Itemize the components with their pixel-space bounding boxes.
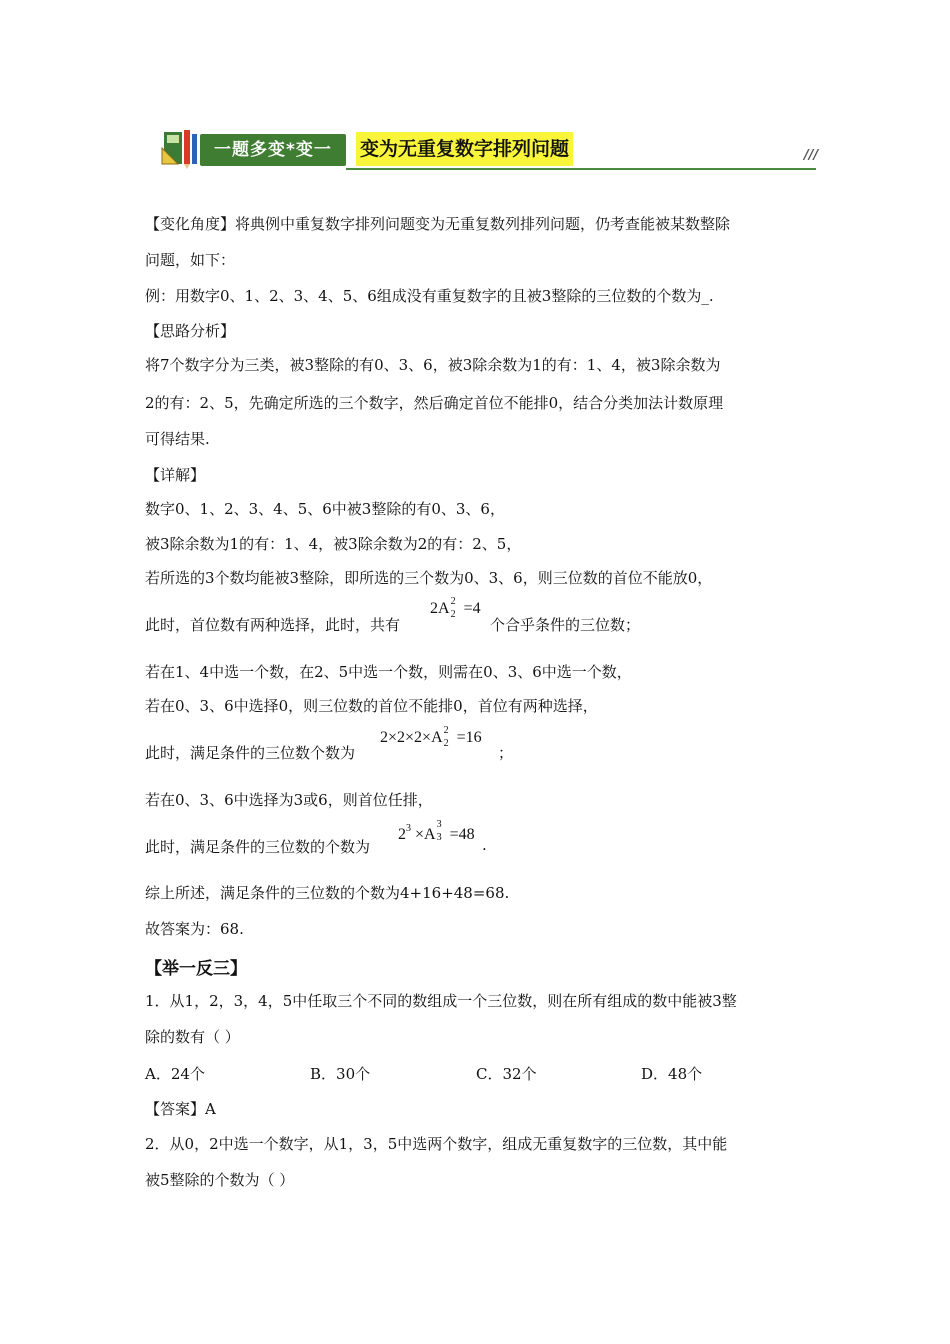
text-line: 若所选的3个数均能被3整除，即所选的三个数为0、3、6，则三位数的首位不能放0， [145, 569, 713, 587]
banner-title: 变为无重复数字排列问题 [356, 132, 573, 166]
example-question: 例：用数字0、1、2、3、4、5、6组成没有重复数字的且被3整除的三位数的个数为_. [145, 287, 714, 305]
question-2-cont: 被5整除的个数为（ ） [145, 1171, 295, 1189]
text-line: 若在0、3、6中选择0，则三位数的首位不能排0，首位有两种选择， [145, 697, 598, 715]
text-line: 此时，首位数有两种选择，此时，共有 [145, 616, 401, 634]
banner-tag [200, 134, 346, 166]
text-line: ； [498, 744, 514, 762]
text-line: 问题，如下： [145, 251, 236, 269]
text-line: 2的有：2、5，先确定所选的三个数字，然后确定首位不能排0，结合分类加法计数原理 [145, 394, 724, 412]
ruler-pencil-icon [160, 126, 200, 170]
answer-line: 故答案为：68. [145, 920, 244, 938]
question-2: 2．从0，2中选一个数字，从1，3，5中选两个数字，组成无重复数字的三位数，其中能 [145, 1135, 728, 1153]
answer-1: 【答案】A [145, 1100, 216, 1118]
text-line: . [482, 836, 487, 854]
banner-tag-label: 一题多变*变一 [214, 140, 332, 160]
option-a: A．24个 [145, 1065, 205, 1083]
formula-2^3xA33: $2^3 \times A$ 3 3 =48 [398, 819, 475, 843]
text-line: 可得结果. [145, 430, 210, 448]
text-line: 被3除余数为1的有：1、4，被3除余数为2的有：2、5， [145, 535, 522, 553]
option-d: D．48个 [641, 1065, 703, 1083]
text-line: 个合乎条件的三位数； [490, 616, 641, 634]
question-1-cont: 除的数有（ ） [145, 1028, 240, 1046]
section-banner [160, 122, 820, 172]
text-line: 将7个数字分为三类，被3整除的有0、3、6，被3除余数为1的有：1、4，被3除余数为 [145, 356, 721, 374]
text-line: 若在0、3、6中选择为3或6，则首位任排， [145, 791, 433, 809]
practice-heading: 【举一反三】 [145, 959, 247, 979]
formula-2x2x2xA22: 2×2×2×A 2 2 =16 [380, 725, 482, 749]
option-b: B．30个 [310, 1065, 371, 1083]
option-c: C．32个 [476, 1065, 537, 1083]
section-heading: 【详解】 [145, 466, 206, 484]
text-line: 数字0、1、2、3、4、5、6中被3整除的有0、3、6， [145, 500, 505, 518]
text-line: 【变化角度】将典例中重复数字排列问题变为无重复数列排列问题，仍考查能被某数整除 [145, 215, 731, 233]
section-heading: 【思路分析】 [145, 322, 236, 340]
conclusion-line: 综上所述，满足条件的三位数的个数为4+16+48=68. [145, 884, 510, 902]
text-line: 若在1、4中选一个数，在2、5中选一个数，则需在0、3、6中选一个数， [145, 663, 632, 681]
question-1: 1．从1，2，3，4，5中任取三个不同的数组成一个三位数，则在所有组成的数中能被3整 [145, 992, 737, 1010]
formula-2A22: 2A 2 2 =4 [430, 596, 481, 620]
banner-slashes: /// [804, 148, 819, 163]
text-line: 此时，满足条件的三位数的个数为 [145, 838, 371, 856]
banner-divider [346, 168, 816, 170]
text-line: 此时，满足条件的三位数个数为 [145, 744, 356, 762]
